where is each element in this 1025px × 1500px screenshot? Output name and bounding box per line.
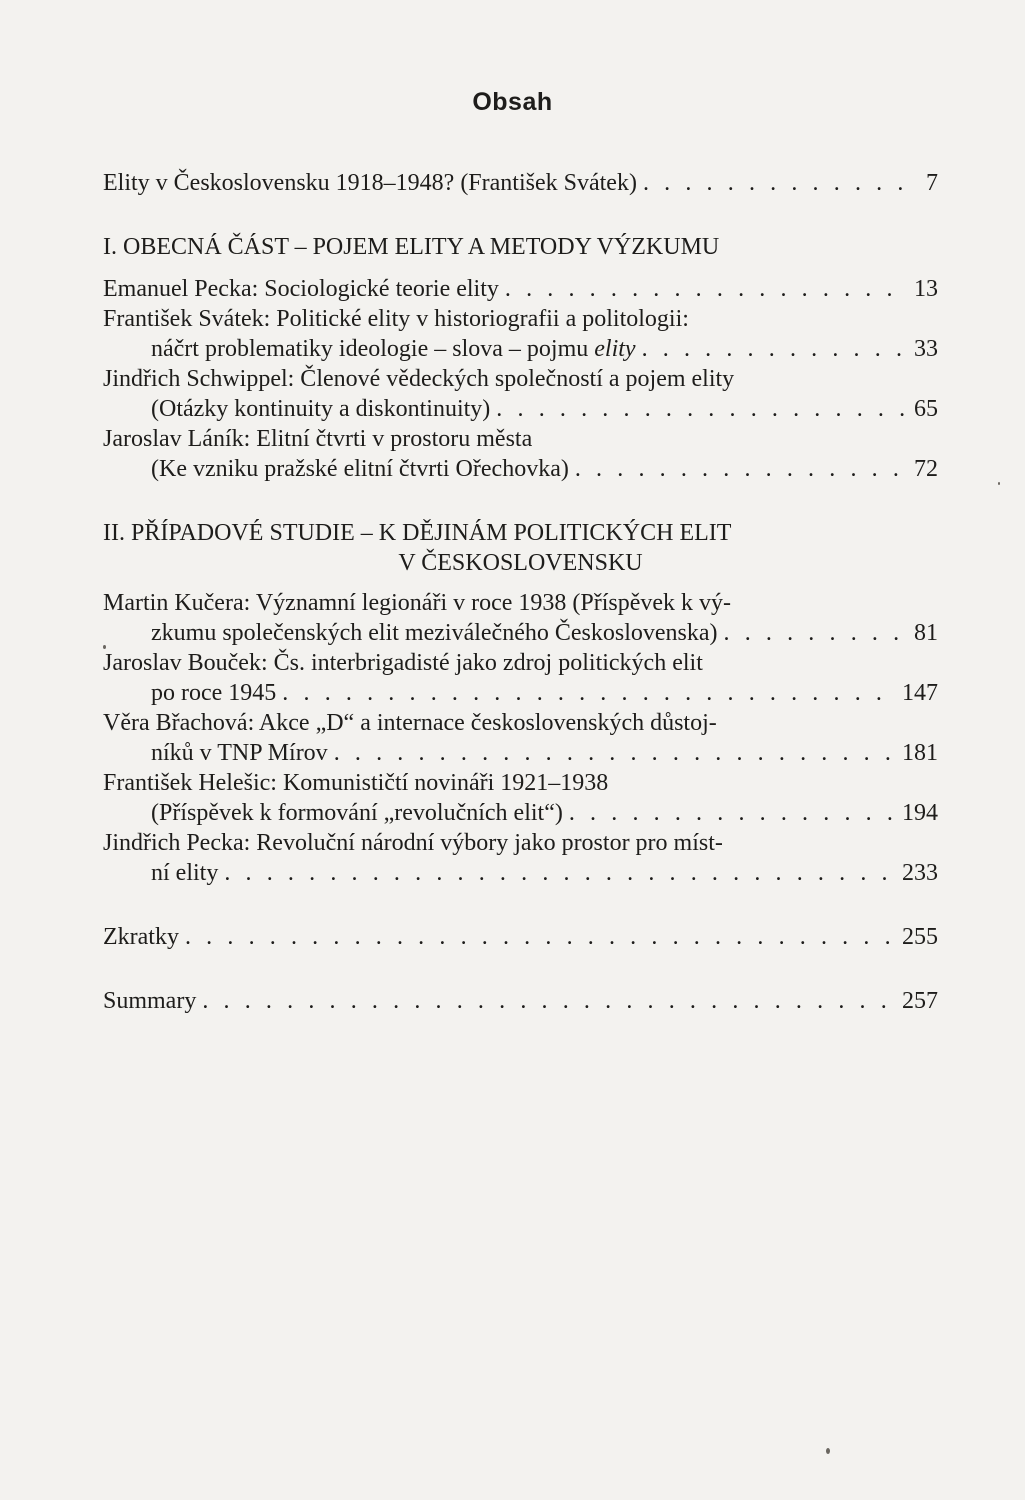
toc-entry: [103, 768, 938, 828]
toc-page-number: 72: [914, 456, 938, 482]
toc-entry-text: (Příspěvek k formování „revolučních elit“): [151, 800, 563, 826]
toc-page-number: 255: [902, 924, 938, 950]
toc-page-number: 65: [914, 396, 938, 422]
toc-entry: [103, 424, 938, 484]
paper-speck: [103, 645, 106, 649]
toc-entry: [103, 274, 938, 304]
toc-entry: [103, 648, 938, 708]
toc-entry: [103, 364, 938, 424]
toc-entry-text: František Svátek: Politické elity v historiografii a politologii:: [103, 306, 689, 332]
toc-entry: [103, 708, 938, 768]
toc-entry-intro: [103, 168, 938, 198]
toc-page-number: 147: [902, 680, 938, 706]
dot-leader: [505, 274, 906, 304]
section-heading-2: [103, 518, 938, 578]
toc-entry-text: Jaroslav Láník: Elitní čtvrti v prostoru města: [103, 426, 533, 452]
toc-page-number: 233: [902, 860, 938, 886]
toc-entry-text: [151, 334, 636, 364]
toc-page-number: 257: [902, 988, 938, 1014]
toc-entry-text: Martin Kučera: Významní legionáři v roce 1938 (Příspěvek k vý-: [103, 590, 732, 616]
toc-entry-text: Věra Břachová: Akce „D“ a internace československých důstoj-: [103, 710, 717, 736]
dot-leader: [643, 168, 918, 198]
toc-entry-text: zkumu společenských elit meziválečného Československa): [151, 620, 718, 646]
page-title: Obsah: [472, 88, 553, 116]
toc-entry-text: Jindřich Pecka: Revoluční národní výbory jako prostor pro míst-: [103, 830, 723, 856]
toc-page-number: 81: [914, 620, 938, 646]
toc-entry-text: po roce 1945: [151, 680, 277, 706]
toc-entry-text: Jindřich Schwippel: Členové vědeckých společností a pojem elity: [103, 366, 735, 392]
dot-leader: [202, 986, 894, 1016]
dot-leader: [224, 858, 894, 888]
section-heading-line: II. PŘÍPADOVÉ STUDIE – K DĚJINÁM POLITICKÝCH ELIT: [103, 520, 732, 546]
toc-page-number: 7: [926, 170, 938, 196]
dot-leader: [334, 738, 894, 768]
dot-leader: [724, 618, 907, 648]
toc-page-number: 194: [902, 800, 938, 826]
toc-entry-text: František Helešic: Komunističtí novináři 1921–1938: [103, 770, 609, 796]
dot-leader: [642, 334, 906, 364]
toc-entry-text: Emanuel Pecka: Sociologické teorie elity: [103, 276, 499, 302]
toc-entry-text: Summary: [103, 988, 197, 1014]
paper-speck: [998, 482, 1000, 485]
toc-entry: [103, 304, 938, 364]
paper-speck: [826, 1448, 830, 1454]
toc-page-number: 33: [914, 336, 938, 362]
dot-leader: [185, 922, 894, 952]
toc-entry-text: Jaroslav Bouček: Čs. interbrigadisté jako zdroj politických elit: [103, 650, 703, 676]
toc-entry-text: (Ke vzniku pražské elitní čtvrti Ořechovka): [151, 456, 569, 482]
dot-leader: [575, 454, 906, 484]
dot-leader: [569, 798, 894, 828]
toc-entry-zkratky: [103, 922, 938, 952]
toc-entry-text: Elity v Československu 1918–1948? (František Svátek): [103, 170, 637, 196]
toc-entry: [103, 828, 938, 888]
toc-entry-summary: [103, 986, 938, 1016]
toc-entry-text: ní elity: [151, 860, 219, 886]
toc-entry-text: (Otázky kontinuity a diskontinuity): [151, 396, 491, 422]
toc-page-number: 181: [902, 740, 938, 766]
toc-page-number: 13: [914, 276, 938, 302]
section-heading-1: I. OBECNÁ ČÁST – POJEM ELITY A METODY VÝZKUMU: [103, 234, 720, 260]
toc-entry-text: níků v TNP Mírov: [151, 740, 328, 766]
toc-entry: [103, 588, 938, 648]
dot-leader: [282, 678, 894, 708]
table-of-contents: [103, 168, 938, 1016]
section-heading-line: V ČESKOSLOVENSKU: [398, 550, 643, 576]
toc-entry-text-part: náčrt problematiky ideologie – slova – pojmu: [151, 336, 595, 362]
dot-leader: [496, 394, 906, 424]
toc-entry-italic: elity: [594, 336, 636, 362]
toc-entry-text: Zkratky: [103, 924, 179, 950]
